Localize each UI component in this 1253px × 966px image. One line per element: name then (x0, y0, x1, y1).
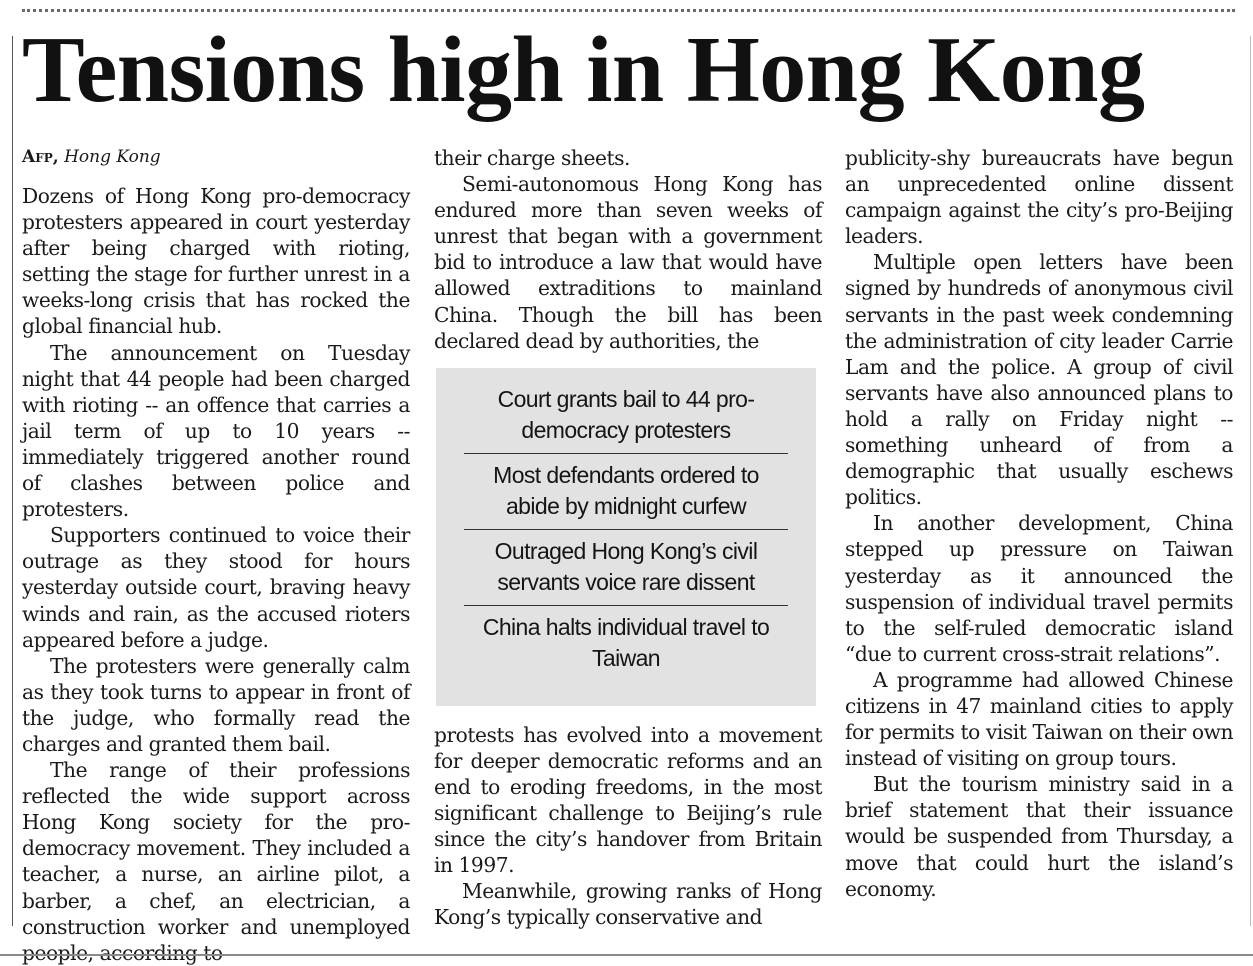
paragraph: The announcement on Tuesday night that 44 people had been charged with rioting -- an offence that carries a jail term of up to 10 years -- immediately triggered another round of clashes between police and protesters. (22, 340, 410, 522)
paragraph: their charge sheets. (434, 146, 631, 170)
paragraph: The protesters were generally calm as they took turns to appear in front of the judge, who formally read the charges and granted them bail. (22, 653, 410, 756)
article-column-2 (434, 145, 822, 931)
paragraph: protests has evolved into a movement for deeper democratic reforms and an end to eroding freedoms, in the most significant challenge to Beijing’s rule since the city’s handover from Britain in 1997. (434, 722, 822, 878)
right-margin-rule (1250, 36, 1251, 926)
paragraph: A programme had allowed Chinese citizens in 47 mainland cities to apply for permits to visit Taiwan on their own instead of visiting on group tours. (845, 667, 1233, 771)
highlight-item: Outraged Hong Kong’s civil servants voice rare dissent (464, 530, 788, 606)
article-column-3 (845, 145, 1233, 902)
byline-place: Hong Kong (64, 147, 161, 167)
paragraph: Semi-autonomous Hong Kong has endured more than seven weeks of unrest that began with a government bid to introduce a law that would have allowed extraditions to mainland China. Though the bill has been declared dead by authorities, the (434, 172, 822, 353)
top-dotted-rule (22, 9, 1235, 12)
byline (22, 145, 410, 169)
article-column-1 (22, 145, 410, 966)
bottom-rule (0, 954, 1253, 956)
highlights-box (436, 368, 816, 706)
paragraph: The range of their professions reflected the wide support across Hong Kong society for the pro-democracy movement. They included a teacher, a nurse, an airline pilot, a barber, a chef, an electrician, a construction worker and unemployed people, according to (22, 758, 410, 965)
paragraph: Multiple open letters have been signed by hundreds of anonymous civil servants in the past week condemning the administration of city leader Carrie Lam and the police. A group of civil servants have also announced plans to hold a rally on Friday night -- something unheard of from a demographic that usually eschews politics. (845, 250, 1233, 510)
paragraph: Dozens of Hong Kong pro-democracy protesters appeared in court yesterday after being charged with rioting, setting the stage for further unrest in a weeks-long crisis that has rocked the global financial hub. (22, 184, 410, 339)
left-margin-rule (12, 36, 13, 926)
highlight-item: China halts individual travel to Taiwan (482, 613, 770, 671)
byline-agency: Afp, (22, 147, 59, 167)
paragraph: But the tourism ministry said in a brief statement that their issuance would be suspended from Thursday, a move that could hurt the island’s economy. (845, 772, 1233, 901)
headline: Tensions high in Hong Kong (22, 18, 1145, 122)
paragraph: Supporters continued to voice their outrage as they stood for hours yesterday outside court, braving heavy winds and rain, as the accused rioters appeared before a judge. (22, 523, 410, 652)
highlight-item: Most defendants ordered to abide by midnight curfew (464, 454, 788, 530)
paragraph: Meanwhile, growing ranks of Hong Kong’s typically conservative and (434, 879, 822, 930)
paragraph: publicity-shy bureaucrats have begun an unprecedented online dissent campaign against the city’s pro-Beijing leaders. (845, 146, 1233, 249)
paragraph: In another development, China stepped up pressure on Taiwan yesterday as it announced the suspension of individual travel permits to the self-ruled democratic island “due to current cross-strait relations”. (845, 511, 1233, 666)
highlight-item: Court grants bail to 44 pro-democracy protesters (464, 378, 788, 454)
